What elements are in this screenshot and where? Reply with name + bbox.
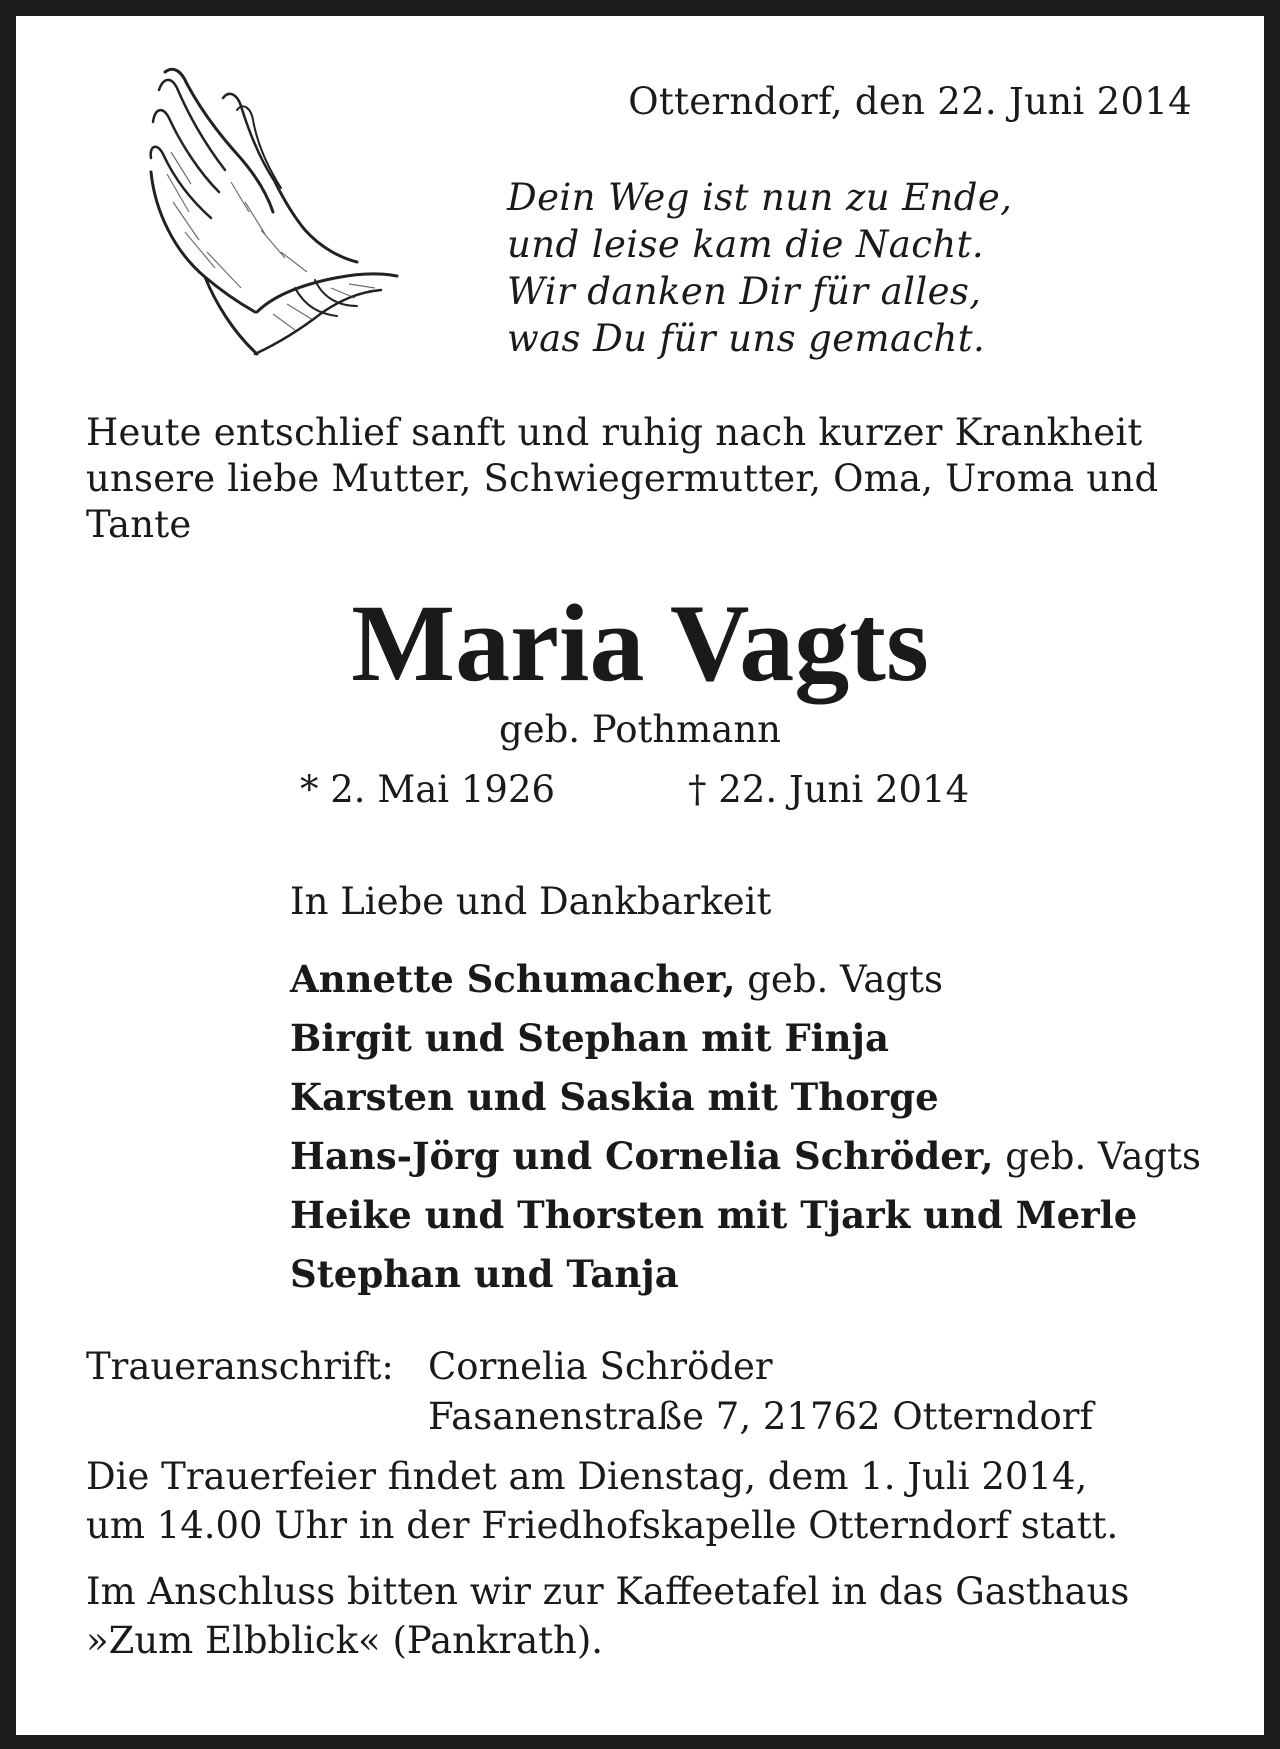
praying-hands-icon (145, 62, 400, 362)
poem-line: Wir danken Dir für alles, (507, 270, 982, 313)
mourner-name: Birgit und Stephan mit Finja (290, 1016, 889, 1060)
mourner-line (290, 1009, 1201, 1068)
address-street: Fasanenstraße 7, 21762 Otterndorf (428, 1395, 1094, 1438)
poem-line: und leise kam die Nacht. (507, 223, 985, 266)
death-date: † 22. Juni 2014 (688, 768, 970, 811)
mourner-name: Karsten und Saskia mit Thorge (290, 1075, 939, 1119)
mourner-note: geb. Vagts (735, 958, 943, 1001)
intro-line: unsere liebe Mutter, Schwiegermutter, Oma, Uroma und (86, 457, 1159, 500)
mourner-line (290, 1186, 1201, 1245)
closing-phrase: In Liebe und Dankbarkeit (290, 880, 772, 923)
maiden-name: geb. Pothmann (499, 708, 781, 751)
service-info (86, 1452, 1118, 1550)
mourner-line (290, 950, 1201, 1009)
date-line: Otterndorf, den 22. Juni 2014 (628, 80, 1192, 123)
intro-text (86, 410, 1196, 548)
reception-line: Im Anschluss bitten wir zur Kaffeetafel in das Gasthaus (86, 1570, 1130, 1613)
service-line: Die Trauerfeier findet am Dienstag, dem 1. Juli 2014, (86, 1455, 1088, 1498)
mourner-name: Stephan und Tanja (290, 1252, 679, 1296)
poem-line: was Du für uns gemacht. (507, 317, 986, 360)
service-line: um 14.00 Uhr in der Friedhofskapelle Otterndorf statt. (86, 1504, 1119, 1547)
deceased-name: Maria Vagts (351, 582, 929, 704)
address-name: Cornelia Schröder (428, 1345, 773, 1388)
poem (507, 174, 1012, 362)
address-label: Traueranschrift: (86, 1345, 394, 1388)
birth-date: * 2. Mai 1926 (300, 768, 556, 811)
mourner-name: Hans-Jörg und Cornelia Schröder, (290, 1134, 994, 1178)
intro-line: Heute entschlief sanft und ruhig nach kurzer Krankheit (86, 411, 1143, 454)
mourner-line (290, 1245, 1201, 1304)
poem-line: Dein Weg ist nun zu Ende, (507, 176, 1013, 219)
mourners-list (290, 950, 1201, 1304)
mourner-line (290, 1068, 1201, 1127)
mourner-note: geb. Vagts (993, 1135, 1201, 1178)
reception-info (86, 1567, 1129, 1665)
mourner-line (290, 1127, 1201, 1186)
mourner-name: Annette Schumacher, (290, 957, 736, 1001)
mourner-name: Heike und Thorsten mit Tjark und Merle (290, 1193, 1138, 1237)
intro-line: Tante (86, 503, 192, 546)
reception-line: »Zum Elbblick« (Pankrath). (86, 1619, 604, 1662)
